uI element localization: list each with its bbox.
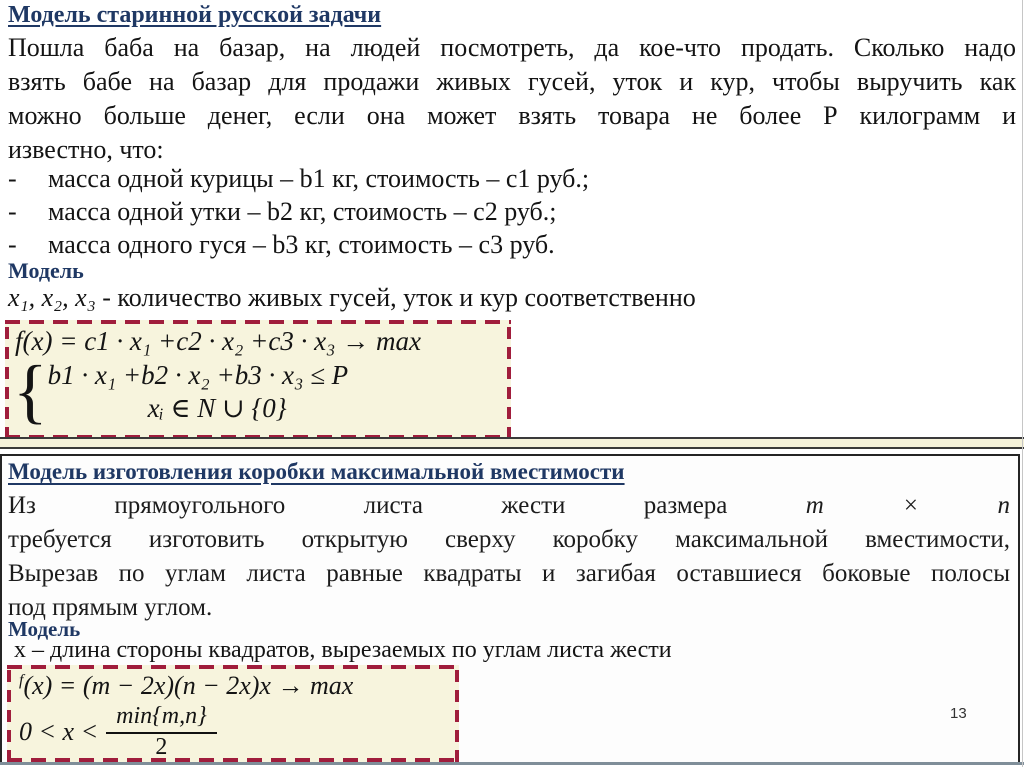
objective-function: f(x) = c1 · x₁ +c2 · x₂ +c3 · x₃ → max [15,326,421,356]
constraint-inequality [19,703,217,760]
objective-f-symbol: f [19,672,24,689]
slide2-variable-definition: х – длина стороны квадратов, вырезаемых по углам листа жести [14,637,672,663]
formula-box-russian-task [5,320,511,439]
right-edge-line [1022,0,1023,767]
slide1-model-heading: Модель [8,258,84,283]
list-item [8,164,1016,197]
constraint-domain: xᵢ ∈ N ∪ {0} [147,393,287,423]
paragraph-line: взять бабе на базар для продажи живых гусей, уток и кур, чтобы выручить как [8,67,1016,96]
slide1-title: Модель старинной русской задачи [8,2,382,28]
variables-text: - количество живых гусей, уток и кур соответственно [102,283,696,312]
paragraph-line-text: Из прямоугольного листа жести размера [8,492,728,519]
formula-box-box-task [7,665,459,762]
slide-box-task [0,454,1020,762]
paragraph-line: Пошла баба на базар, на людей посмотреть, да кое-что продать. Сколько надо [8,33,1016,62]
inequality-prefix: 0 < x < [19,716,99,746]
list-item [8,197,1016,230]
paragraph-line: известно, что: [8,135,164,164]
list-bullet: - [8,230,17,259]
paragraph-line [8,489,1010,523]
slide2-title: Модель изготовления коробки максимальной вместимости [8,459,625,484]
page-number: 13 [950,705,967,722]
constraint-system [13,351,349,432]
paragraph-line: Вырезав по углам листа равные квадраты и загибая оставшиеся боковые полосы [8,560,1010,587]
fraction-numerator: min{m,n} [106,703,217,734]
bottom-edge-line [0,762,1024,765]
slide1-paragraph [8,31,1016,167]
system-brace: { [13,351,48,431]
list-bullet: - [8,164,17,193]
fraction [106,703,217,760]
sheet-size-math: m × n [805,492,1010,519]
fraction-denominator: 2 [155,734,168,760]
list-item-text: масса одной утки – b2 кг, стоимость – с2 руб.; [48,197,557,226]
list-item-text: масса одной курицы – b1 кг, стоимость – с1 руб.; [48,164,590,193]
objective-expression: (x) = (m − 2x)(n − 2x)x → max [23,671,354,700]
paragraph-line: требуется изготовить открытую сверху коробку максимальной вместимости, [8,526,1010,553]
constraint-lines [48,358,349,425]
slide2-model-heading: Модель [8,617,81,641]
slide-divider [0,437,1024,449]
paragraph-line: можно больше денег, если она может взять товара не более Р килограмм и [8,101,1016,130]
list-item [8,230,1016,263]
slide2-paragraph [8,489,1010,625]
slide1-item-list [8,164,1016,263]
paragraph-line: под прямым углом. [8,594,213,621]
variables-math: x₁, x₂, x₃ [8,283,96,312]
objective-function [19,671,353,701]
constraint-weight: b1 · x₁ +b2 · x₂ +b3 · x₃ ≤ P [47,360,349,390]
list-item-text: масса одного гуся – b3 кг, стоимость – с3 руб. [48,230,555,259]
slide1-variables-definition [8,283,696,313]
list-bullet: - [8,197,17,226]
